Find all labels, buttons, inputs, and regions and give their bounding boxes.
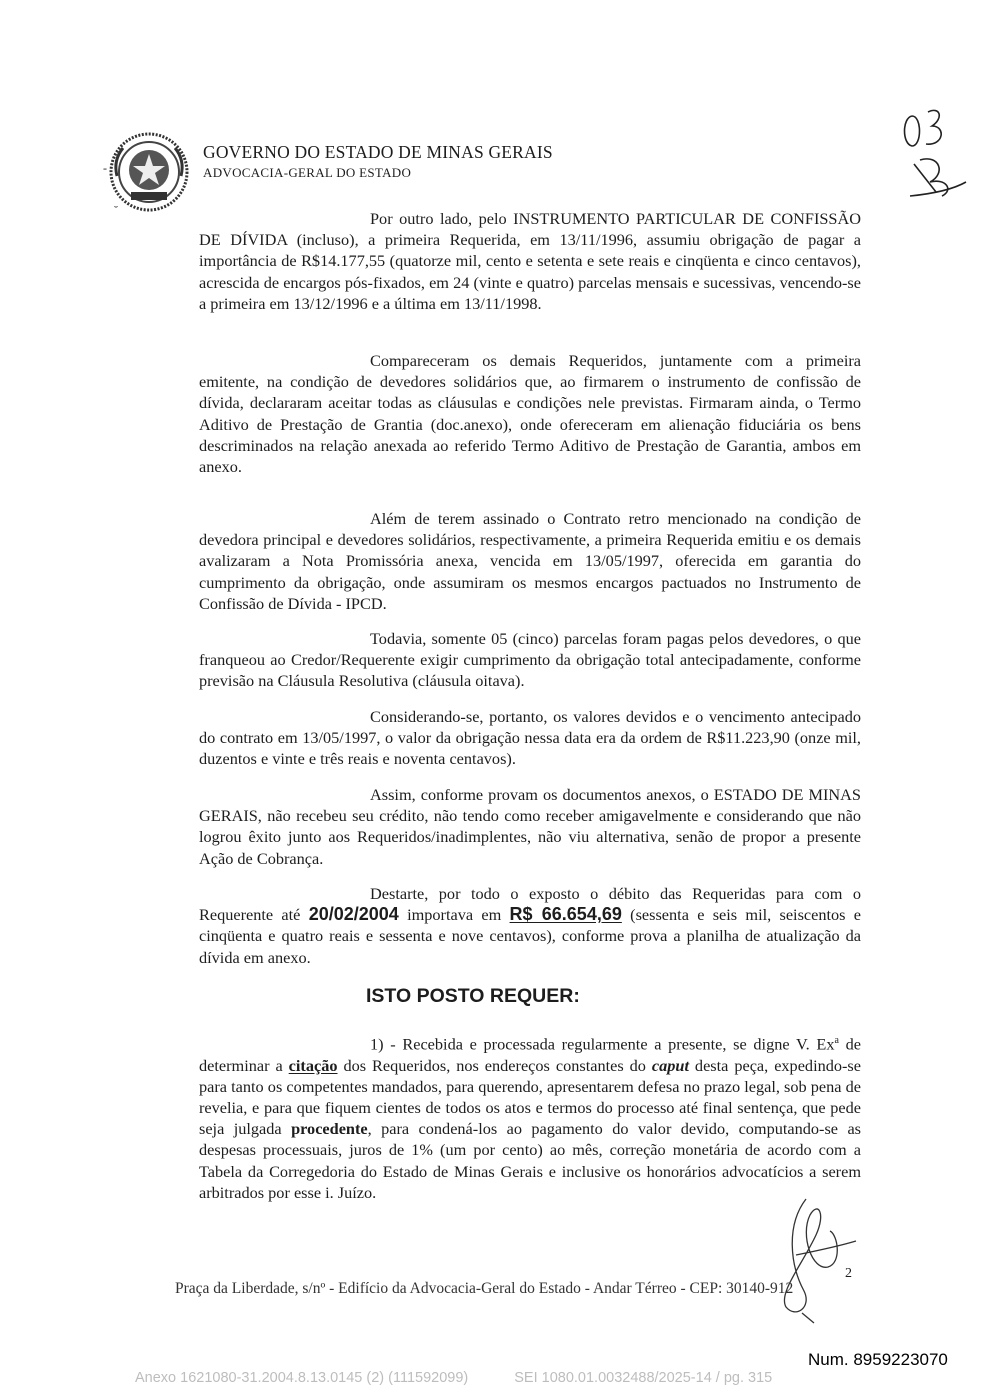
- coat-of-arms-icon: [107, 130, 191, 214]
- debt-amount: R$ 66.654,69: [509, 904, 622, 925]
- signature-icon: [756, 1195, 866, 1325]
- margin-mark: ˘: [114, 203, 118, 217]
- process-stamp: [135, 1370, 818, 1386]
- paragraph-acao-cobranca: Assim, conforme provam os documentos anexos, o ESTADO DE MINAS GERAIS, não recebeu seu crédito, não tendo como receber amigavelmente e considerando que não logrou êxito junto aos Requeridos/inadimplentes, não viu alternativa, senão de propor a presente Ação de Cobrança.: [199, 785, 861, 868]
- paragraph-requerimento: 1) - Recebida e processada regularmente a presente, se digne V. Ex$^a$ de determinar a citação dos Requeridos, nos endereços constantes do caput desta peça, expedindo-se para tanto os competentes mandados, para querendo, apresentarem defesa no prazo legal, sob pena de revelia, e para que fiquem cientes de todos os atos e termos do processo até final sentença, que pede seja julgada procedente, para condená-los ao pagamento do valor devido, computando-se as despesas processuais, juros de 1% (um por cento) ao mês, correção monetária de acordo com a Tabela da Corregedoria do Estado de Minas Gerais e inclusive os honorários advocatícios a serem arbitrados por esse i. Juízo.: [199, 1034, 862, 1202]
- header-government-name: GOVERNO DO ESTADO DE MINAS GERAIS: [203, 142, 553, 162]
- margin-mark: -: [103, 161, 107, 175]
- header-agency-name: ADVOCACIA-GERAL DO ESTADO: [203, 165, 412, 180]
- paragraph-confissao-divida: Por outro lado, pelo INSTRUMENTO PARTICULAR DE CONFISSÃO DE DÍVIDA (incluso), a primeira Requerida, em 13/11/1996, assumiu obrigação de pagar a importância de R$14.177,55 (quatorze mil, cento e setenta e sete reais e cinqüenta e cinco centavos), acrescida de encargos pós-fixados, em 24 (vinte e quatro) parcelas mensais e sucessivas, vencendo-se a primeira em 13/12/1996 e a última em 13/11/1998.: [199, 209, 861, 313]
- debt-date: 20/02/2004: [308, 904, 399, 925]
- paragraph-nota-promissoria: Além de terem assinado o Contrato retro mencionado na condição de devedora principal e devedores solidários, respectivamente, a primeira Requerida emitiu e os demais avalizaram a Nota Promissória anexa, vencida em 13/05/1997, oferecida em garantia do cumprimento da obrigação, onde assumiram os mesmos encargos pactuados no Instrumento de Confissão de Dívida - IPCD.: [199, 509, 861, 613]
- caput-term: caput: [651, 1055, 689, 1075]
- paragraph-parcelas-pagas: Todavia, somente 05 (cinco) parcelas foram pagas pelos devedores, o que franqueou ao Credor/Requerente exigir cumprimento da obrigação total antecipadamente, conforme previsão na Cláusula Resolutiva (cláusula oitava).: [199, 629, 861, 691]
- paragraph-devedores-solidarios: Compareceram os demais Requeridos, juntamente com a primeira emitente, na condição de devedores solidários que, ao firmarem o instrumento de confissão de dívida, declararam aceitar todas as cláusulas e condições nele previstas. Firmaram ainda, o Termo Aditivo de Prestação de Grantia (doc.anexo), onde ofereceram em alienação fiduciária os bens descriminados na relação anexada ao referido Termo Aditivo de Prestação de Garantia, ambos em anexo.: [199, 351, 861, 477]
- sei-reference: SEI 1080.01.0032488/2025-14 / pg. 315: [514, 1370, 773, 1386]
- citacao-term: citação: [288, 1055, 338, 1075]
- paragraph-vencimento-antecipado: Considerando-se, portanto, os valores devidos e o vencimento antecipado do contrato em 13/05/1997, o valor da obrigação nessa data era da ordem de R$11.223,90 (onze mil, duzentos e vinte e três reais e noventa centavos).: [199, 707, 861, 769]
- handwritten-page-mark-icon: [900, 104, 970, 200]
- footer-address: Praça da Liberdade, s/nº - Edifício da Advocacia-Geral do Estado - Andar Térreo - CEP: 30140-912: [175, 1280, 794, 1297]
- section-heading: ISTO POSTO REQUER:: [366, 985, 580, 1007]
- document-number: Num. 8959223070: [808, 1350, 948, 1369]
- paragraph-debito-atualizado: Destarte, por todo o exposto o débito das Requeridas para com o Requerente até 20/02/2004 importava em R$ 66.654,69 (sessenta e seis mil, seiscentos e cinqüenta e quatro reais e sessenta e nove centavos), conforme prova a planilha de atualização da dívida em anexo.: [199, 884, 862, 967]
- page-number: 2: [845, 1266, 852, 1281]
- anexo-reference: Anexo 1621080-31.2004.8.13.0145 (2) (111592099): [135, 1370, 469, 1386]
- procedente-term: procedente: [291, 1119, 368, 1139]
